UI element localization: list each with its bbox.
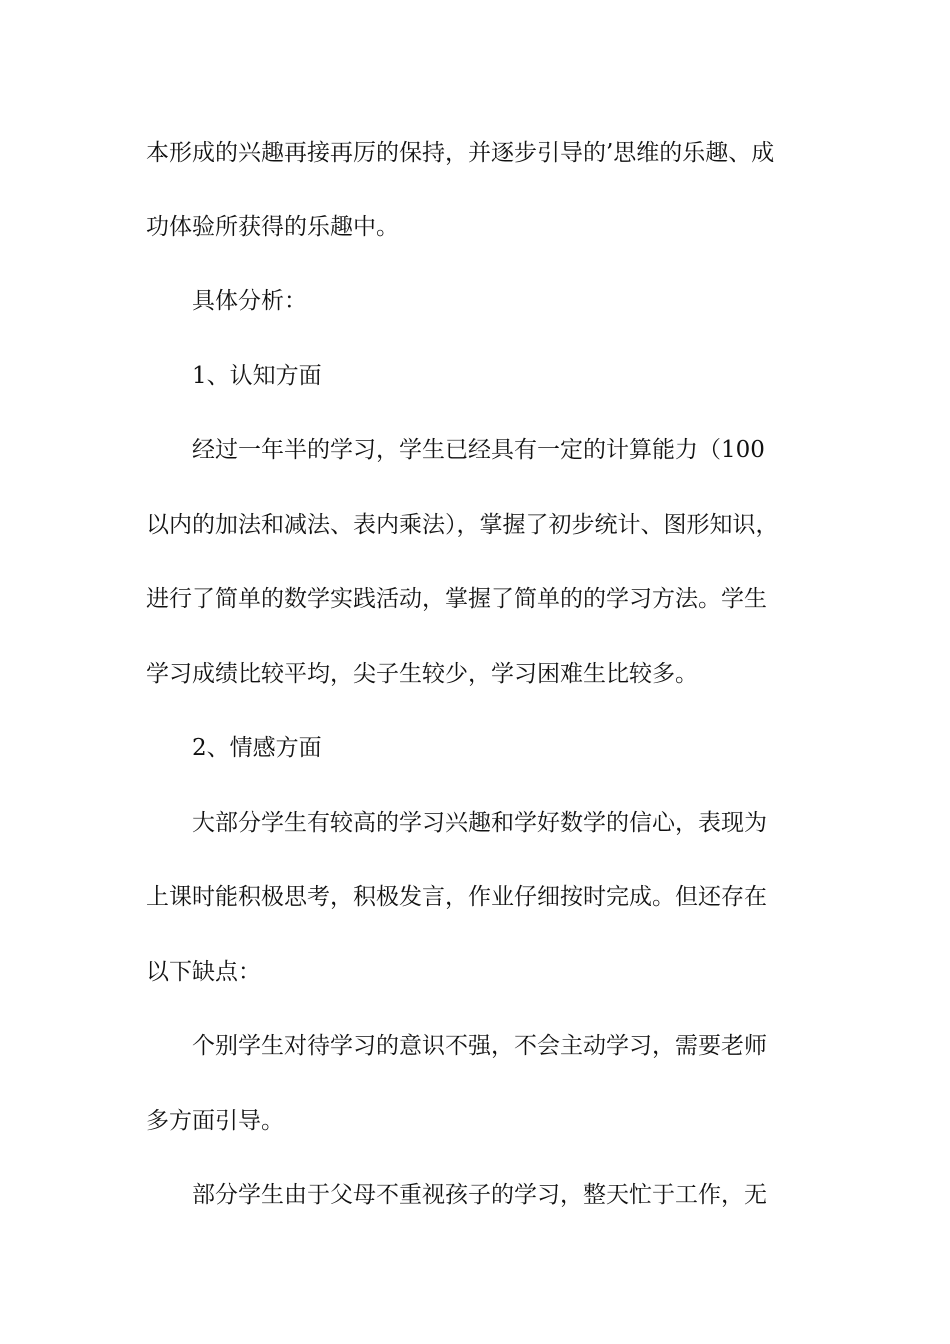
paragraph-line: 本形成的兴趣再接再厉的保持，并逐步引导的’思维的乐趣、成	[146, 140, 775, 166]
paragraph-line: 以下缺点：	[146, 959, 261, 985]
section-heading: 具体分析：	[192, 288, 307, 314]
paragraph-line: 上课时能积极思考，积极发言，作业仔细按时完成。但还存在	[146, 884, 767, 910]
paragraph-line: 以内的加法和减法、表内乘法），掌握了初步统计、图形知识，	[146, 512, 779, 538]
paragraph-line: 功体验所获得的乐趣中。	[146, 214, 399, 240]
paragraph-line: 多方面引导。	[146, 1108, 284, 1134]
paragraph-line: 大部分学生有较高的学习兴趣和学好数学的信心，表现为	[192, 810, 767, 836]
subsection-heading: 2、情感方面	[192, 735, 322, 761]
paragraph-line: 学习成绩比较平均，尖子生较少，学习困难生比较多。	[146, 661, 698, 687]
paragraph-line: 经过一年半的学习，学生已经具有一定的计算能力（100	[192, 437, 765, 463]
paragraph-line: 个别学生对待学习的意识不强，不会主动学习，需要老师	[192, 1033, 767, 1059]
paragraph-line: 部分学生由于父母不重视孩子的学习，整天忙于工作，无	[192, 1182, 767, 1208]
subsection-heading: 1、认知方面	[192, 363, 322, 389]
paragraph-line: 进行了简单的数学实践活动，掌握了简单的的学习方法。学生	[146, 586, 767, 612]
